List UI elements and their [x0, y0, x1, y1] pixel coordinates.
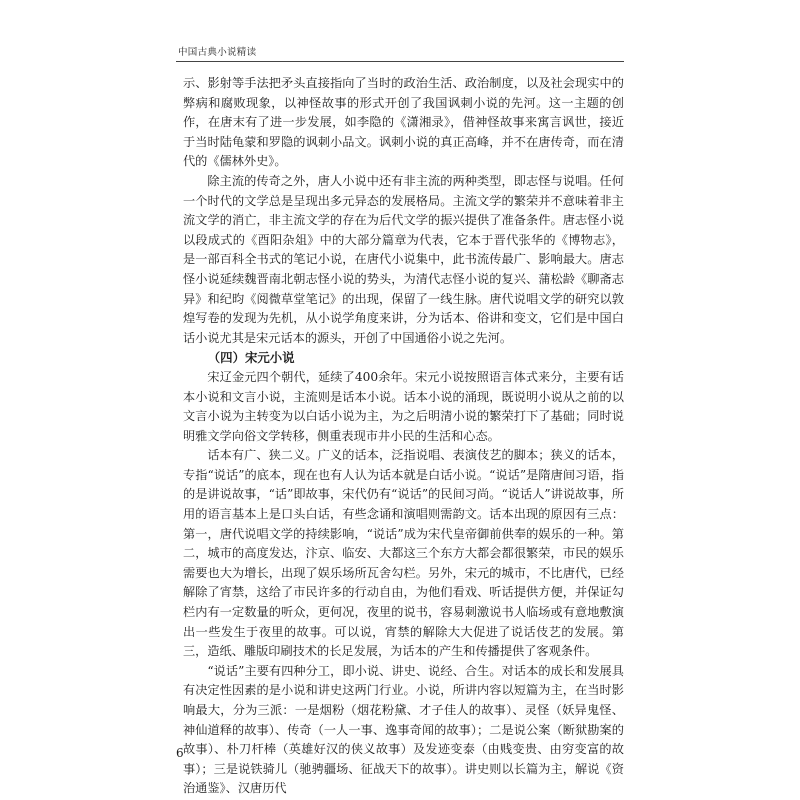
paragraph-4: 话本有广、狭二义。广义的话本，泛指说唱、表演伎艺的脚本；狭义的话本，专指“说话”的底本，现在也有人认为话本就是白话小说。“说话”是隋唐间习语，指的是讲说故事，“话”即故事，宋代仍有“说话”的民间习尚。“说话人”讲说故事，所用的语言基本上是口头白话，有些念诵和演唱则需韵文。话本出现的原因有三点：第一，唐代说唱文学的持续影响，“说话”成为宋代皇帝御前供奉的娱乐的一种。第二，城市的高度发达，汴京、临安、大都这三个东方大都会都很繁荣，市民的娱乐需要也大为增长，出现了娱乐场所瓦舍勾栏。另外，宋元的城市，不比唐代，已经解除了宵禁，这给了市民许多的行动自由，为他们看戏、听话提供方便，并保证勾栏内有一定数量的听众，更何况，夜里的说书，容易刺激说书人临场或有意地敷演出一些发生于夜里的故事。可以说，宵禁的解除大大促进了说话伎艺的发展。第三，造纸、雕版印刷技术的长足发展，为话本的产生和传播提供了客观条件。 — [183, 448, 624, 659]
paragraph-1: 示、影射等手法把矛头直接指向了当时的政治生活、政治制度，以及社会现实中的弊病和腐败现象，以神怪故事的形式开创了我国讽刺小说的先河。这一主题的创作，在唐末有了进一步发展，如李隐的《潇湘录》，借神怪故事来寓言讽世，接近于当时陆龟蒙和罗隐的讽刺小品文。讽刺小说的真正高峰，并不在唐传奇，而在清代的《儒林外史》。 — [183, 76, 624, 169]
paragraph-5: “说话”主要有四种分工，即小说、讲史、说经、合生。对话本的成长和发展具有决定性因素的是小说和讲史这两门行业。小说，所讲内容以短篇为主，在当时影响最大，分为三派：一是烟粉（烟花粉黛、才子佳人的故事）、灵怪（妖异鬼怪、神仙道释的故事）、传奇（一人一事、逸事奇闻的故事）；二是说公案（断狱勘案的故事）、朴刀杆棒（英雄好汉的侠义故事）及发迹变泰（由贱变贵、由穷变富的故事）；三是说铁骑儿（驰骋疆场、征战天下的故事）。讲史则以长篇为主，解说《资治通鉴》、汉唐历代 — [183, 663, 624, 796]
main-text — [183, 74, 624, 799]
header-rule — [176, 61, 624, 62]
paragraph-2: 除主流的传奇之外，唐人小说中还有非主流的两种类型，即志怪与说唱。任何一个时代的文学总是呈现出多元异态的发展格局。主流文学的繁荣并不意味着非主流文学的消亡，非主流文学的存在为后代文学的振兴提供了准备条件。唐志怪小说以段成式的《酉阳杂俎》中的大部分篇章为代表，它本于晋代张华的《博物志》，是一部百科全书式的笔记小说，在唐代小说集中，此书流传最广、影响最大。唐志怪小说延续魏晋南北朝志怪小说的势头，为清代志怪小说的复兴、蒲松龄《聊斋志异》和纪昀《阅微草堂笔记》的出现，保留了一线生脉。唐代说唱文学的研究以敦煌写卷的发现为先机，从小说学角度来讲，分为话本、俗讲和变文，它们是中国白话小说尤其是宋元话本的源头，开创了中国通俗小说之先河。 — [183, 173, 624, 345]
paragraph-3: 宋辽金元四个朝代，延续了400余年。宋元小说按照语言体式来分，主要有话本小说和文言小说，主流则是话本小说。话本小说的涌现，既说明小说从之前的以文言小说为主转变为以白话小说为主，为之后明清小说的繁荣打下了基础；同时说明雅文学向俗文学转移，侧重表现市井小民的生活和心态。 — [183, 369, 624, 443]
section-heading: （四）宋元小说 — [207, 350, 295, 366]
page-number: 6 — [176, 746, 184, 760]
running-head-title: 中国古典小说精读 — [178, 47, 257, 58]
